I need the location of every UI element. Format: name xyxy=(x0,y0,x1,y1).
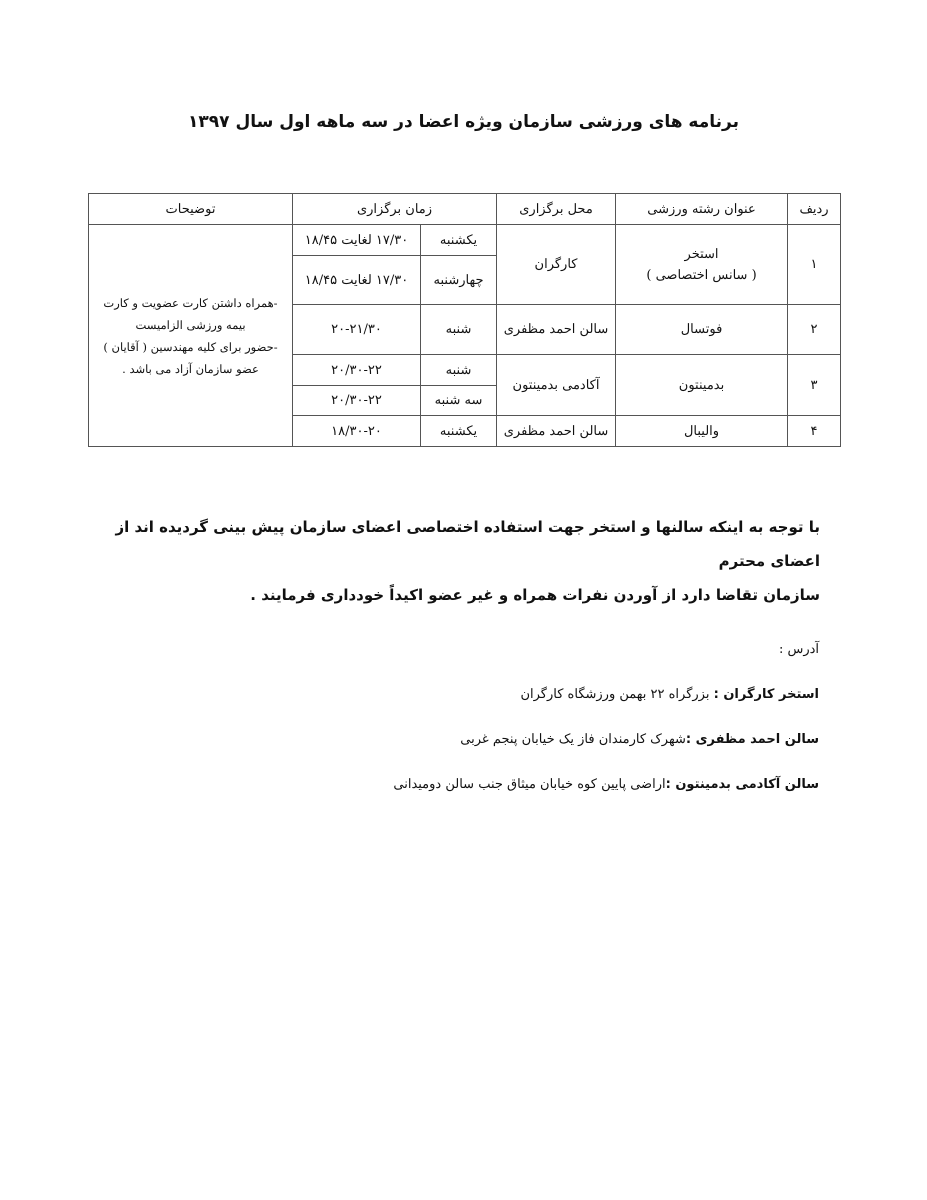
sport-name: استخر xyxy=(684,246,719,262)
address-value: اراضی پایین کوه خیابان میثاق جنب سالن دومیدانی xyxy=(393,777,666,792)
table-row xyxy=(89,225,841,256)
time-cell: ۱۸/۳۰-۲۰ xyxy=(293,416,421,447)
time-cell: ۲۰/۳۰-۲۲ xyxy=(293,386,421,416)
time-cell: ۲۰-۲۱/۳۰ xyxy=(293,305,421,355)
note-line: بیمه ورزشی الزامیست xyxy=(135,317,246,332)
day-cell: چهارشنبه xyxy=(421,256,497,305)
page-title: برنامه های ورزشی سازمان ویژه اعضا در سه ماهه اول سال ۱۳۹۷ xyxy=(188,112,739,132)
header-time: زمان برگزاری xyxy=(293,194,497,225)
address-label: سالن آکادمی بدمینتون : xyxy=(665,777,819,792)
time-cell: ۱۷/۳۰ لغایت ۱۸/۴۵ xyxy=(293,225,421,256)
address-heading: آدرس : xyxy=(778,642,819,657)
header-row-number: ردیف xyxy=(788,194,841,225)
sport-cell: بدمینتون xyxy=(616,355,788,416)
address-item xyxy=(179,775,819,795)
notice-paragraph xyxy=(100,510,820,612)
note-line: عضو سازمان آزاد می باشد . xyxy=(122,361,259,376)
address-value: شهرک کارمندان فاز یک خیابان پنجم غربی xyxy=(460,732,686,747)
day-cell: شنبه xyxy=(421,305,497,355)
sport-cell: والیبال xyxy=(616,416,788,447)
row-number-cell: ۲ xyxy=(788,305,841,355)
notes-cell xyxy=(89,225,293,447)
address-label: سالن احمد مظفری : xyxy=(685,732,819,747)
venue-cell: کارگران xyxy=(497,225,616,305)
notice-line: سازمان تقاضا دارد از آوردن نفرات همراه و غیر عضو اکیداً خودداری فرمایند . xyxy=(250,586,820,604)
address-section xyxy=(179,640,819,820)
header-notes: توضیحات xyxy=(89,194,293,225)
day-cell: یکشنبه xyxy=(421,225,497,256)
time-cell: ۲۰/۳۰-۲۲ xyxy=(293,355,421,386)
note-line: -همراه داشتن کارت عضویت و کارت xyxy=(103,295,278,310)
address-item xyxy=(179,685,819,705)
row-number-cell: ۴ xyxy=(788,416,841,447)
address-label: استخر کارگران : xyxy=(713,687,819,702)
note-line: -حضور برای کلیه مهندسین ( آقایان ) xyxy=(103,339,278,354)
sport-cell: فوتسال xyxy=(616,305,788,355)
schedule-table xyxy=(88,193,841,447)
day-cell: یکشنبه xyxy=(421,416,497,447)
notice-line: با توجه به اینکه سالنها و استخر جهت استفاده اختصاصی اعضای سازمان پیش بینی گردیده اند از اعضای محترم xyxy=(115,518,820,570)
venue-cell: سالن احمد مظفری xyxy=(497,416,616,447)
time-cell: ۱۷/۳۰ لغایت ۱۸/۴۵ xyxy=(293,256,421,305)
sport-subtitle: ( سانس اختصاصی ) xyxy=(646,267,757,283)
sport-cell xyxy=(616,225,788,305)
address-item xyxy=(179,730,819,750)
row-number-cell: ۱ xyxy=(788,225,841,305)
header-sport: عنوان رشته ورزشی xyxy=(616,194,788,225)
header-venue: محل برگزاری xyxy=(497,194,616,225)
venue-cell: آکادمی بدمینتون xyxy=(497,355,616,416)
day-cell: سه شنبه xyxy=(421,386,497,416)
day-cell: شنبه xyxy=(421,355,497,386)
row-number-cell: ۳ xyxy=(788,355,841,416)
table-header-row xyxy=(89,194,841,225)
address-value: بزرگراه ۲۲ بهمن ورزشگاه کارگران xyxy=(520,687,714,702)
venue-cell: سالن احمد مظفری xyxy=(497,305,616,355)
